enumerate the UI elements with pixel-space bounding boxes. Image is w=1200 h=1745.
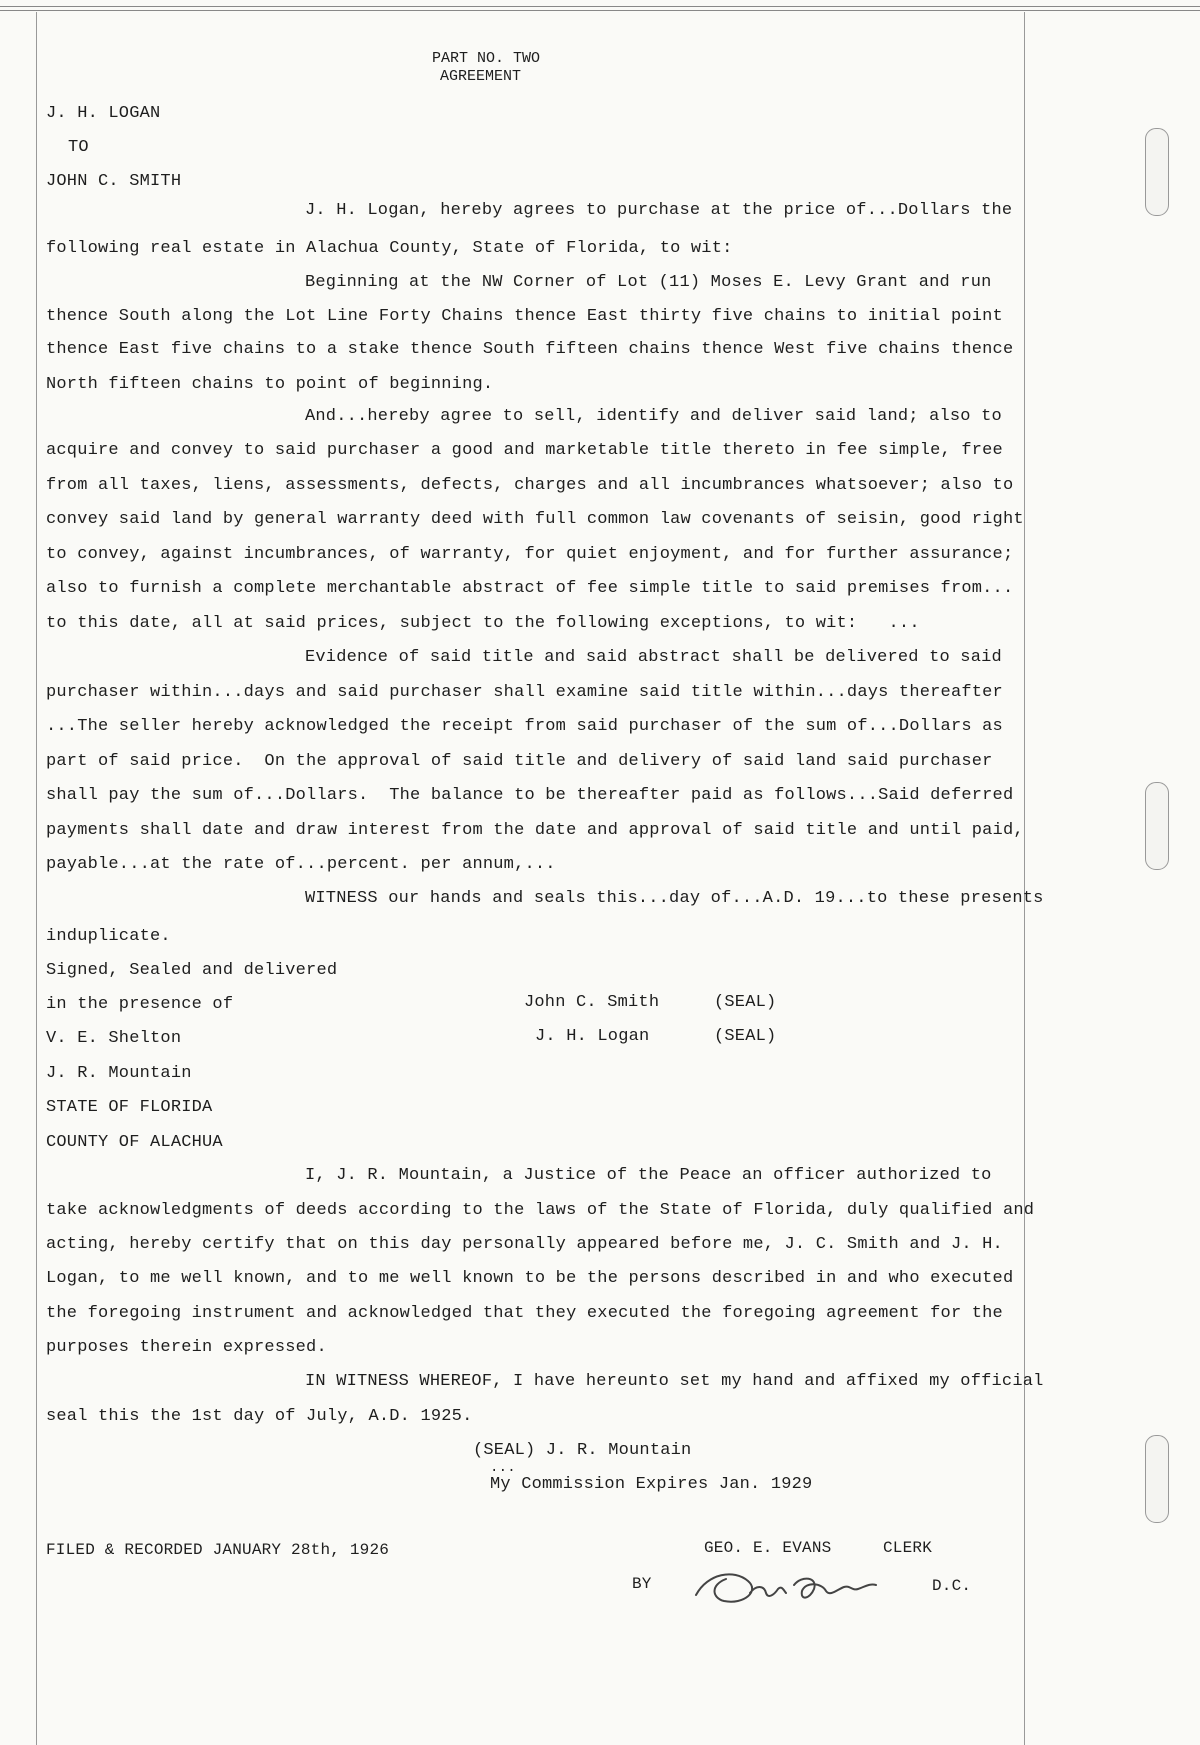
witness-2: J. R. Mountain: [46, 1064, 192, 1083]
ack-line: the foregoing instrument and acknowledged that they executed the foregoing agreement for the: [46, 1304, 1003, 1323]
party-to-word: TO: [68, 138, 89, 157]
top-rule: [0, 6, 1200, 7]
notary-dots: ...: [490, 1460, 516, 1476]
ack-line: take acknowledgments of deeds according to the laws of the State of Florida, duly qualified and: [46, 1201, 1035, 1220]
body-line: from all taxes, liens, assessments, defects, charges and all incumbrances whatsoever; also to: [46, 476, 1014, 495]
binder-hole-bottom: [1145, 1435, 1169, 1523]
top-rule-2: [0, 10, 1200, 11]
signing-line-1: Signed, Sealed and delivered: [46, 961, 338, 980]
body-line: North fifteen chains to point of beginning.: [46, 375, 494, 394]
seal-2: (SEAL): [714, 1027, 777, 1046]
body-line: thence East five chains to a stake thence South fifteen chains thence West five chains thence: [46, 340, 1014, 359]
body-line: also to furnish a complete merchantable abstract of fee simple title to said premises from...: [46, 579, 1014, 598]
clerk-title: CLERK: [883, 1539, 933, 1557]
party-to: JOHN C. SMITH: [46, 172, 182, 191]
body-line: Beginning at the NW Corner of Lot (11) Moses E. Levy Grant and run: [305, 273, 992, 292]
clerk-name: GEO. E. EVANS: [704, 1539, 832, 1557]
body-line: ...The seller hereby acknowledged the receipt from said purchaser of the sum of...Dollars as: [46, 717, 1003, 736]
venue-state: STATE OF FLORIDA: [46, 1098, 213, 1117]
party-from: J. H. LOGAN: [46, 104, 161, 123]
binder-hole-middle: [1145, 782, 1169, 870]
ack-line: I, J. R. Mountain, a Justice of the Peace an officer authorized to: [305, 1166, 992, 1185]
ack-line: acting, hereby certify that on this day personally appeared before me, J. C. Smith and J. H.: [46, 1235, 1003, 1254]
binder-hole-top: [1145, 128, 1169, 216]
ack-line: seal this the 1st day of July, A.D. 1925.: [46, 1407, 473, 1426]
body-line: thence South along the Lot Line Forty Chains thence East thirty five chains to initial point: [46, 307, 1003, 326]
seal-1: (SEAL): [714, 993, 777, 1012]
right-margin-line: [1024, 12, 1025, 1745]
ack-line: Logan, to me well known, and to me well known to be the persons described in and who executed: [46, 1269, 1014, 1288]
notary-commission: My Commission Expires Jan. 1929: [490, 1475, 813, 1494]
body-line: shall pay the sum of...Dollars. The balance to be thereafter paid as follows...Said deferred: [46, 786, 1014, 805]
body-line: to this date, all at said prices, subject to the following exceptions, to wit: ...: [46, 614, 920, 633]
witness-1: V. E. Shelton: [46, 1029, 182, 1048]
body-line: payments shall date and draw interest from the date and approval of said title and until paid,: [46, 821, 1024, 840]
body-line: to convey, against incumbrances, of warranty, for quiet enjoyment, and for further assurance;: [46, 545, 1014, 564]
ack-line: IN WITNESS WHEREOF, I have hereunto set my hand and affixed my official: [305, 1372, 1044, 1391]
notary-signature: (SEAL) J. R. Mountain: [473, 1441, 692, 1460]
body-line: payable...at the rate of...percent. per annum,...: [46, 855, 556, 874]
signing-line-2: in the presence of: [46, 995, 234, 1014]
header-type: AGREEMENT: [440, 68, 522, 85]
signer-2: J. H. Logan: [535, 1027, 650, 1046]
filing-recorded: FILED & RECORDED JANUARY 28th, 1926: [46, 1541, 390, 1559]
left-margin-line: [36, 12, 37, 1745]
body-line: acquire and convey to said purchaser a good and marketable title thereto in fee simple, free: [46, 441, 1003, 460]
by-label: BY: [632, 1575, 652, 1593]
body-line: J. H. Logan, hereby agrees to purchase at the price of...Dollars the: [305, 201, 1013, 220]
header-part: PART NO. TWO: [432, 50, 541, 67]
body-line: following real estate in Alachua County, State of Florida, to wit:: [46, 239, 733, 258]
deputy-clerk-signature: [690, 1555, 880, 1615]
body-line: convey said land by general warranty deed with full common law covenants of seisin, good right: [46, 510, 1024, 529]
body-line: WITNESS our hands and seals this...day of...A.D. 19...to these presents: [305, 889, 1044, 908]
body-line: Evidence of said title and said abstract shall be delivered to said: [305, 648, 1002, 667]
ack-line: purposes therein expressed.: [46, 1338, 327, 1357]
body-line: And...hereby agree to sell, identify and deliver said land; also to: [305, 407, 1002, 426]
body-line: purchaser within...days and said purchaser shall examine said title within...days thereafter: [46, 683, 1003, 702]
body-line: induplicate.: [46, 927, 171, 946]
venue-county: COUNTY OF ALACHUA: [46, 1133, 223, 1152]
deputy-clerk-label: D.C.: [932, 1577, 972, 1595]
body-line: part of said price. On the approval of said title and delivery of said land said purchaser: [46, 752, 993, 771]
signer-1: John C. Smith: [524, 993, 660, 1012]
